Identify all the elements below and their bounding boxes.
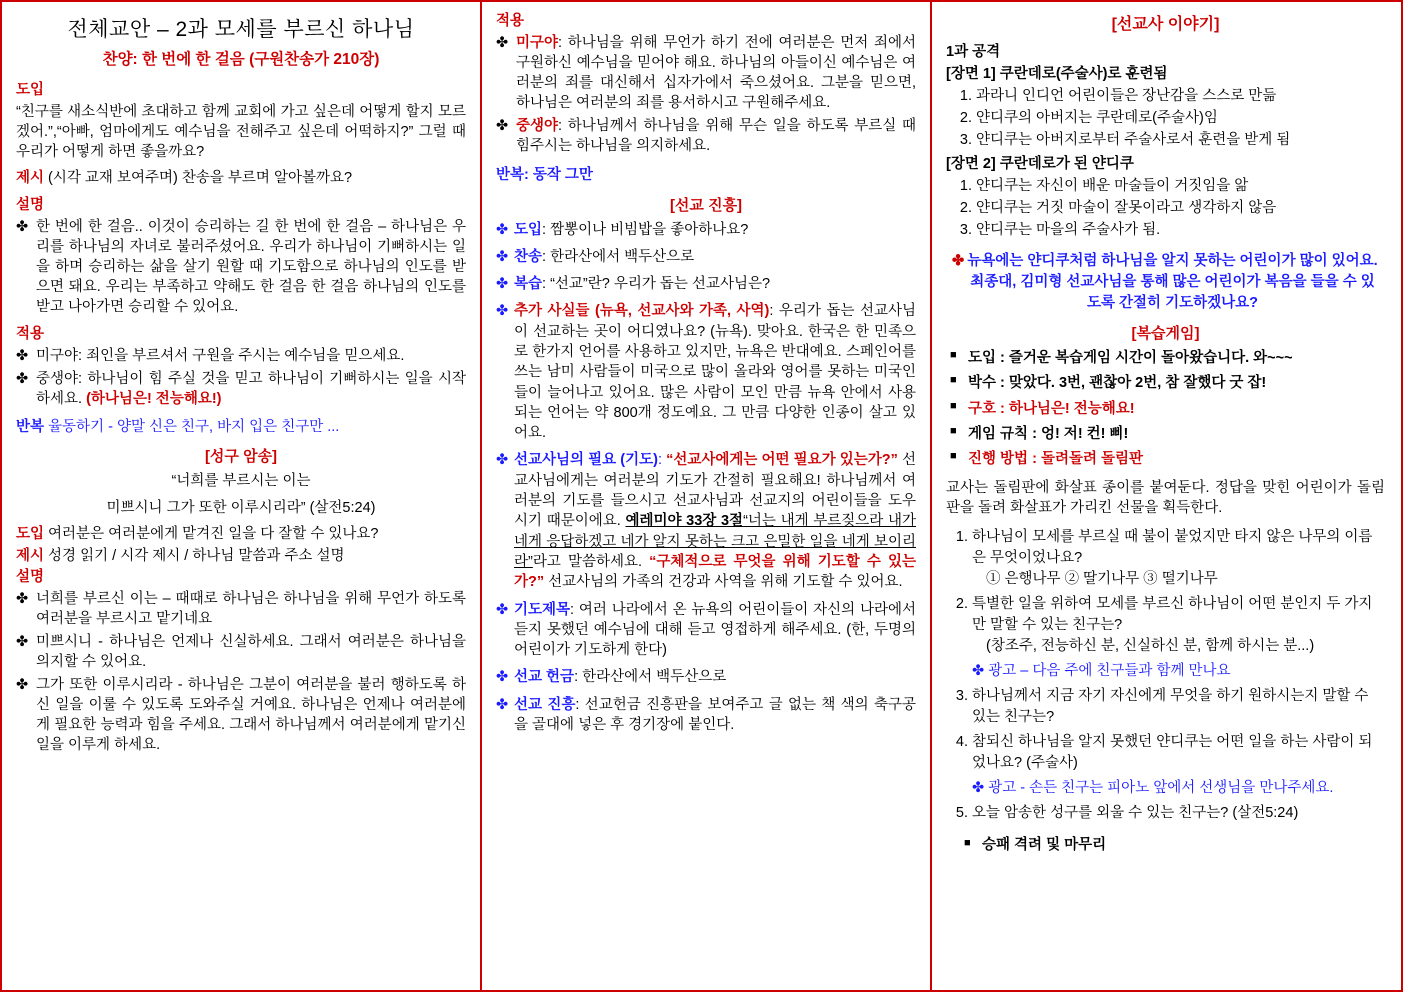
list-item xyxy=(496,600,916,661)
list-item xyxy=(16,632,466,672)
square-bullet-icon: ■ xyxy=(950,450,957,463)
lesson-heading: 1과 공격 xyxy=(946,44,1001,61)
item-text: : “선교”란? 우리가 돕는 선교사님은? xyxy=(542,276,771,293)
item-lead: 선교 진흥 xyxy=(514,696,576,713)
list-item xyxy=(496,301,916,443)
list-item xyxy=(496,695,916,736)
missionary-story-title: [선교사 이야기] xyxy=(1111,16,1220,33)
item-lead: 추가 사실들 (뉴욕, 선교사와 가족, 사역) xyxy=(514,303,770,320)
apply-heading-2: 적용 xyxy=(496,13,525,29)
list-item-text: 미구야: 죄인을 부르셔서 구원을 주시는 예수님을 믿으세요. xyxy=(36,348,405,365)
verse-explain-heading: 설명 xyxy=(16,568,45,585)
verse-present-line xyxy=(16,546,466,566)
scene1-heading: [장면 1] 쿠란데로(주술사)로 훈련됨 xyxy=(946,65,1168,82)
list-item-text: 중생야: 하나님이 힘 주실 것을 믿고 하나님이 기뻐하시는 일을 시작하세요. xyxy=(36,371,466,408)
list-item xyxy=(16,675,466,755)
intro-heading: 도입 xyxy=(16,81,45,98)
column-left xyxy=(2,2,482,990)
apply-red-tail: (하나님은! 전능해요!) xyxy=(86,391,222,408)
list-item: ✤ 선교사님의 필요 (기도): “선교사에게는 어떤 필요가 있는가?” 선교사님에게는 여러분의 기도가 간절히 필요해요! 하나님께서 여러분의 기도를 들으시고 선교사님과 선교지의 어린이들을 도우시기 때문이에요. 예레미야 33장 3절“너는 내게 부르짖으라 내가 네게 응답하겠고 네가 알지 못하는 크고 은밀한 일을 네게 보이리라”라고 말씀하세요. “구체적으로 무엇을 위해 기도할 수 있는가?” 선교사님의 가족의 건강과 사역을 위해 기도할 수 있어요. xyxy=(496,452,917,591)
flower-bullet-icon: ✤ xyxy=(16,348,29,365)
item-lead: 도입 xyxy=(514,221,543,238)
question-list-2 xyxy=(946,686,1385,774)
star-bullet-icon: ✤ xyxy=(496,276,509,293)
apply-text: : 하나님을 위해 무언가 하기 전에 여러분은 먼저 죄에서 구원하신 예수님을 믿어야 해요. 하나님의 아들이신 예수님은 여러분의 죄를 대신해서 십자가에서 죽으셨어요. 그분을 믿으면, 하나님은 여러분의 죄를 용서하시고 구원해주세요. xyxy=(516,35,916,112)
list-item xyxy=(16,217,466,317)
need-lead: 선교사님의 필요 (기도) xyxy=(514,452,658,469)
memory-verse-line-2: 미쁘시니 그가 또한 이루시리라” (살전5:24) xyxy=(106,499,376,516)
list-item-text: 진행 방법 : 돌려돌려 돌림판 xyxy=(968,451,1144,468)
list-item xyxy=(946,399,1385,419)
square-bullet-icon: ■ xyxy=(950,374,957,387)
mission-list xyxy=(496,220,916,736)
repeat-text: 율동하기 - 양말 신은 친구, 바지 입은 친구만 ... xyxy=(48,419,340,436)
verse-present-text: 성경 읽기 / 시각 제시 / 하나님 말씀과 주소 설명 xyxy=(48,547,345,564)
list-item xyxy=(972,686,1385,728)
verse-present-label: 제시 xyxy=(16,547,45,564)
square-bullet-icon: ■ xyxy=(950,349,957,362)
question-list xyxy=(946,527,1385,657)
need-text-2: 라고 말씀하세요. xyxy=(532,553,643,570)
list-item xyxy=(496,247,916,267)
present-line xyxy=(16,168,466,188)
closing-line xyxy=(946,836,1385,855)
question-text: 하나님께서 지금 자기 자신에게 무엇을 하기 원하시는지 말할 수 있는 친구는? xyxy=(972,687,1369,725)
verse-intro-label: 도입 xyxy=(16,525,45,542)
item-text: : 선교헌금 진흥판을 보여주고 글 없는 책 색의 축구공을 골대에 넣은 후 경기장에 붙인다. xyxy=(514,696,916,734)
flower-bullet-icon: ✤ xyxy=(496,35,509,52)
flower-bullet-icon: ✤ xyxy=(16,591,29,608)
list-item xyxy=(946,348,1385,368)
list-item xyxy=(496,220,916,240)
flower-bullet-icon: ✤ xyxy=(496,118,509,135)
repeat-heading-2: 반복: 동작 그만 xyxy=(496,167,593,184)
list-item: 1. 얀디쿠는 자신이 배운 마술들이 거짓임을 앎 xyxy=(976,176,1385,197)
square-bullet-icon: ■ xyxy=(950,425,957,438)
flower-bullet-icon: ✤ xyxy=(16,219,29,236)
star-bullet-icon: ✤ xyxy=(496,248,509,265)
flower-bullet-icon: ✤ xyxy=(16,677,29,694)
list-item-text: 미쁘시니 - 하나님은 언제나 신실하세요. 그래서 여러분은 하나님을 의지할 수 있어요. xyxy=(36,634,466,671)
list-item: 2. 얀디쿠는 거짓 마술이 잘못이라고 생각하지 않음 xyxy=(976,198,1385,219)
explain-list xyxy=(16,217,466,317)
list-item: 3. 얀디쿠는 아버지로부터 주술사로서 훈련을 받게 됨 xyxy=(976,130,1385,151)
scene1-list xyxy=(946,86,1385,151)
star-bullet-icon: ✤ xyxy=(496,669,509,686)
page-title: 전체교안 – 2과 모세를 부르신 하나님 xyxy=(67,18,415,41)
flower-bullet-icon: ✤ xyxy=(972,780,985,796)
praise-song-line: 찬양: 한 번에 한 걸음 (구원찬송가 210장) xyxy=(102,50,380,68)
item-lead: 복습 xyxy=(514,276,543,293)
list-item: 1. 과라니 인디언 어린이들은 장난감을 스스로 만듦 xyxy=(976,86,1385,107)
list-item: 3. 얀디쿠는 마을의 주술사가 됨. xyxy=(976,220,1385,241)
apply-list-2 xyxy=(496,33,916,156)
need-text-1: 선교사님에게는 여러분의 기도가 간절히 필요해요! 하나님께서 여러분의 기도를 들으시고 선교사님과 선교지의 어린이들을 도우시기 때문이에요. xyxy=(514,452,916,530)
mission-promo-title: [선교 진흥] xyxy=(669,196,743,214)
list-item xyxy=(16,369,466,409)
flower-bullet-icon: ✤ xyxy=(952,253,965,270)
flower-bullet-icon: ✤ xyxy=(16,371,29,388)
announcement-1-text: 광고 – 다음 주에 친구들과 함께 만나요 xyxy=(988,662,1231,679)
teacher-note: 교사는 돌림판에 화살표 종이를 붙여둔다. 정답을 맞힌 어린이가 돌림판을 돌려 화살표가 가리킨 선물을 획득한다. xyxy=(946,479,1385,517)
list-item xyxy=(972,732,1385,774)
review-game-title: [복습게임] xyxy=(1131,325,1200,343)
announcement-1 xyxy=(946,661,1385,682)
list-item-text: 도입 : 즐거운 복습게임 시간이 돌아왔습니다. 와~~~ xyxy=(968,350,1293,367)
star-bullet-icon: ✤ xyxy=(496,601,509,618)
intro-text: “친구를 새소식반에 초대하고 함께 교회에 가고 싶은데 어떻게 할지 모르겠어.”,“아빠, 엄마에게도 예수님을 전해주고 싶은데 어떡하지?” 그럴 때 우리가 어떻게 하면 좋을까요? xyxy=(16,103,466,160)
closing-text: 승패 격려 및 마무리 xyxy=(982,837,1107,854)
repeat-line xyxy=(16,417,466,437)
column-middle xyxy=(482,2,932,990)
question-text: 참되신 하나님을 알지 못했던 얀디쿠는 어떤 일을 하는 사람이 되었나요? (주술사) xyxy=(972,733,1373,771)
question-options: (창조주, 전능하신 분, 신실하신 분, 함께 하시는 분...) xyxy=(986,637,1315,654)
verse-intro-text: 여러분은 여러분에게 맡겨진 일을 다 잘할 수 있나요? xyxy=(48,525,379,542)
square-bullet-icon: ■ xyxy=(950,399,957,412)
prayer-note-text: 뉴욕에는 얀디쿠처럼 하나님을 알지 못하는 어린이가 많이 있어요. 최종대, 김미형 선교사님을 통해 많은 어린이가 복음을 들을 수 있도록 간절히 기도하겠나요? xyxy=(967,253,1378,312)
apply-list xyxy=(16,346,466,409)
apply-text: : 하나님께서 하나님을 위해 무슨 일을 하도록 부르실 때 힘주시는 하나님을 의지하세요. xyxy=(516,118,916,155)
list-item xyxy=(496,33,916,113)
repeat-label: 반복 xyxy=(16,419,45,436)
list-item-text: 한 번에 한 걸음.. 이것이 승리하는 길 한 번에 한 걸음 – 하나님은 우리를 하나님의 자녀로 불러주셨어요. 우리가 하나님이 기뻐하시는 일을 하며 승리하는 삶을 살기 원할 때 기도함으로 하나님의 인도를 받으면 돼요. 우리는 부족하고 약해도 한 걸음 한 걸음 하나님의 인도를 받고 나아가면 승리할 수 있어요. xyxy=(36,219,466,316)
item-text: : 우리가 돕는 선교사님이 선교하는 곳이 어디였나요? (뉴욕). 맞아요. 한국은 한 민족으로 한가지 언어를 사용하고 있지만, 뉴욕은 반대예요. 스페인어를 쓰는 남미 사람들이 미국으로 많이 올라와 영어를 못하는 미국인들이 늘어나고 있어요. 많은 사람이 모인 만큼 뉴욕 안에서 사용되는 언어는 약 800개 정도예요. 그 만큼 다양한 인종이 살고 있어요. xyxy=(514,303,916,442)
item-lead: 찬송 xyxy=(514,248,543,265)
review-game-list xyxy=(946,348,1385,469)
item-lead: 선교 헌금 xyxy=(514,669,575,686)
list-item xyxy=(496,667,916,687)
list-item-text: 게임 규칙 : 엉! 저! 컨! 삐! xyxy=(968,426,1129,443)
scripture-quote: “너는 내게 부르짖으라 내가 네게 응답하겠고 네가 알지 못하는 크고 은밀한 일을 네게 보이리라” xyxy=(514,513,917,570)
scripture-reference: 예레미야 33장 3절 xyxy=(625,513,744,530)
item-text: : 짬뽕이나 비빔밥을 좋아하나요? xyxy=(542,221,749,238)
list-item xyxy=(972,527,1385,590)
star-bullet-icon: ✤ xyxy=(496,696,509,713)
prayer-note xyxy=(952,251,1379,314)
list-item xyxy=(972,594,1385,657)
list-item xyxy=(972,803,1385,824)
question-list-3 xyxy=(946,803,1385,824)
apply-heading: 적용 xyxy=(16,326,45,343)
announcement-2 xyxy=(946,778,1385,799)
list-item xyxy=(946,424,1385,444)
star-bullet-icon: ✤ xyxy=(496,221,509,238)
list-item xyxy=(496,274,916,294)
present-label: 제시 xyxy=(16,169,45,186)
verse-explain-list xyxy=(16,589,466,755)
item-text: : 한라산에서 백두산으로 xyxy=(542,248,695,265)
need-question-2: “구체적으로 무엇을 위해 기도할 수 있는가?” xyxy=(514,553,917,591)
list-item-text: 구호 : 하나님은! 전능해요! xyxy=(968,400,1135,417)
item-lead: 기도제목 xyxy=(514,601,571,618)
list-item xyxy=(496,116,916,156)
apply-lead: 중생야 xyxy=(516,118,559,135)
list-item-text: 박수 : 맞았다. 3번, 괜찮아 2번, 참 잘했다 굿 잡! xyxy=(968,375,1267,392)
question-text: 특별한 일을 위하여 모세를 부르신 하나님이 어떤 분인지 두 가지만 말할 수 있는 친구는? xyxy=(972,595,1373,633)
item-text: : 여러 나라에서 온 뉴욕의 어린이들이 자신의 나라에서 듣지 못했던 예수님에 대해 듣고 영접하게 해주세요. (한, 두명의 어린이가 기도하게 한다) xyxy=(514,601,916,659)
item-text: : 한라산에서 백두산으로 xyxy=(574,669,727,686)
star-bullet-icon: ✤ xyxy=(496,303,509,320)
list-item: 2. 얀디쿠의 아버지는 쿠란데로(주술사)임 xyxy=(976,108,1385,129)
apply-lead: 미구야 xyxy=(516,35,559,52)
need-text-3: 선교사님의 가족의 건강과 사역을 위해 기도할 수 있어요. xyxy=(544,574,903,591)
memory-verse-title: [성구 암송] xyxy=(204,448,278,466)
list-item xyxy=(946,449,1385,469)
flower-bullet-icon: ✤ xyxy=(972,662,985,679)
need-question-1: “선교사에게는 어떤 필요가 있는가?” xyxy=(666,452,898,469)
square-bullet-icon: ■ xyxy=(964,837,971,850)
list-item xyxy=(16,589,466,629)
scene2-list xyxy=(946,176,1385,241)
question-text: 오늘 암송한 성구를 외울 수 있는 친구는? (살전5:24) xyxy=(972,805,1299,822)
explain-heading: 설명 xyxy=(16,196,45,213)
list-item-text: 그가 또한 이루시리라 - 하나님은 그분이 여러분을 불러 행하도록 하신 일을 이룰 수 있도록 도와주실 거예요. 하나님은 언제나 여러분에게 필요한 능력과 힘을 주세요. 그래서 하나님께서 여러분에게 맡기신 일을 이루게 하세요. xyxy=(36,677,466,754)
question-options: ① 은행나무 ② 딸기나무 ③ 떨기나무 xyxy=(986,570,1218,587)
present-text: (시각 교재 보여주며) 찬송을 부르며 알아볼까요? xyxy=(48,169,353,186)
scene2-heading: [장면 2] 쿠란데로가 된 얀디쿠 xyxy=(946,155,1134,172)
list-item-text: 너희를 부르신 이는 – 때때로 하나님은 하나님을 위해 무언가 하도록 여러분을 부르시고 맡기네요 xyxy=(36,591,466,628)
star-bullet-icon: ✤ xyxy=(496,452,509,469)
list-item xyxy=(16,346,466,366)
question-text: 하나님이 모세를 부르실 때 불이 붙었지만 타지 않은 나무의 이름은 무엇이었나요? xyxy=(972,528,1373,566)
announcement-2-text: 광고 - 손든 친구는 피아노 앞에서 선생님을 만나주세요. xyxy=(988,780,1334,796)
list-item xyxy=(946,373,1385,393)
column-right xyxy=(932,2,1399,990)
flower-bullet-icon: ✤ xyxy=(16,634,29,651)
verse-intro-line xyxy=(16,524,466,544)
memory-verse-line-1: “너희를 부르시는 이는 xyxy=(171,473,311,490)
